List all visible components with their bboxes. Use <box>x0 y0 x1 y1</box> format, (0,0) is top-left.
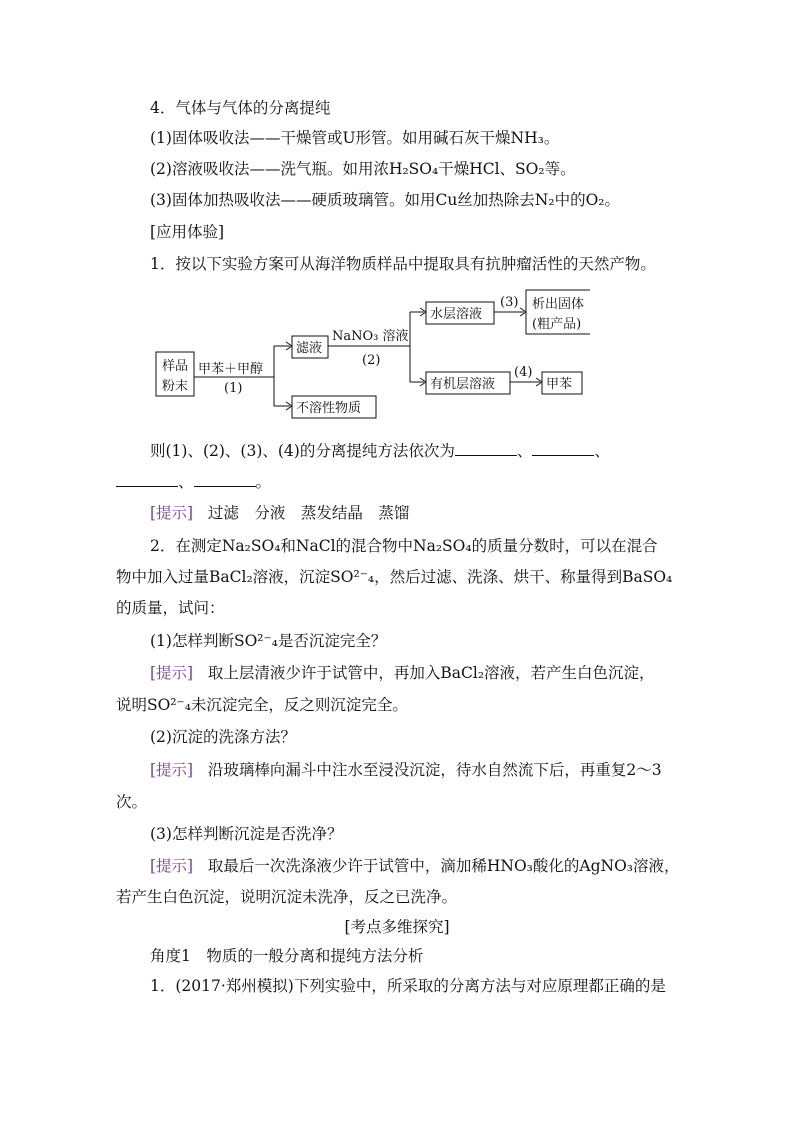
hint-2b <box>150 760 662 780</box>
hint-text: 沿玻璃棒向漏斗中注水至浸没沉淀，待水自然流下后，再重复2～3 <box>207 761 662 779</box>
hint-text: 取上层清液少许于试管中，再加入BaCl₂溶液，若产生白色沉淀， <box>207 664 655 682</box>
filtrate-label: 滤液 <box>296 341 323 356</box>
hint-label: [提示] <box>150 857 194 875</box>
answer-blank-2[interactable] <box>532 441 594 456</box>
question-1-stem: 1．按以下实验方案可从海洋物质样品中提取具有抗肿瘤活性的天然产物。 <box>150 255 656 273</box>
product-label-1: 析出固体 <box>532 297 585 312</box>
step3-num: (3) <box>500 295 519 310</box>
question-1-ask-2 <box>116 472 271 492</box>
hint-label: [提示] <box>150 504 194 522</box>
hint-2a <box>150 663 655 683</box>
aqueous-label: 水层溶液 <box>430 307 483 322</box>
method-item-1: (1)固体吸收法——干燥管或U形管。如用碱石灰干燥NH₃。 <box>150 129 560 147</box>
answer-blank-4[interactable] <box>194 472 256 487</box>
sub-question-2: (2)沉淀的洗涤方法？ <box>150 728 296 746</box>
step2-label: NaNO₃ 溶液 <box>332 329 409 344</box>
product-label-2: (粗产品) <box>532 317 582 332</box>
step4-num: (4) <box>514 365 533 380</box>
step2-num: (2) <box>362 353 381 368</box>
answer-blank-1[interactable] <box>455 441 517 456</box>
hint-2c <box>150 856 680 876</box>
sep-2: 、 <box>594 442 610 460</box>
apply-heading: [应用体验] <box>150 223 225 241</box>
end-mark: 。 <box>255 473 272 491</box>
hint-label: [提示] <box>150 664 194 682</box>
ask-text: 则(1)、(2)、(3)、(4)的分离提纯方法依次为 <box>150 442 455 460</box>
sub-question-1: (1)怎样判断SO²⁻₄是否沉淀完全？ <box>150 632 387 650</box>
hint-text: 过滤 分液 蒸发结晶 蒸馏 <box>207 504 410 522</box>
question-1-ask <box>150 441 610 461</box>
organic-label: 有机层溶液 <box>430 377 496 392</box>
step1-num: (1) <box>224 381 243 396</box>
question-2-stem-1: 2．在测定Na₂SO₄和NaCl的混合物中Na₂SO₄的质量分数时，可以在混合 <box>150 537 658 555</box>
angle-heading: 角度1 物质的一般分离和提纯方法分析 <box>150 947 424 965</box>
section-title: 4．气体与气体的分离提纯 <box>150 99 331 117</box>
question-2-stem-2: 物中加入过量BaCl₂溶液，沉淀SO²⁻₄，然后过滤、洗涤、烘干、称量得到BaSO₄ <box>116 568 673 586</box>
hint-2c-cont: 若产生白色沉淀，说明沉淀未洗净，反之已洗净。 <box>116 888 458 906</box>
sample-label-2: 粉末 <box>162 379 189 394</box>
sep-1: 、 <box>516 442 533 460</box>
last-question: 1．(2017·郑州模拟)下列实验中，所采取的分离方法与对应原理都正确的是 <box>150 977 666 995</box>
method-item-2: (2)溶液吸收法——洗气瓶。如用浓H₂SO₄干燥HCl、SO₂等。 <box>150 160 576 178</box>
hint-1 <box>150 503 409 523</box>
explore-heading: [考点多维探究] <box>344 918 450 936</box>
sep-3: 、 <box>178 473 194 491</box>
sub-question-3: (3)怎样判断沉淀是否洗净？ <box>150 825 343 843</box>
insoluble-label: 不溶性物质 <box>296 401 362 416</box>
hint-label: [提示] <box>150 761 194 779</box>
separation-flow-diagram <box>150 284 590 424</box>
toluene-label: 甲苯 <box>546 377 573 392</box>
method-item-3: (3)固体加热吸收法——硬质玻璃管。如用Cu丝加热除去N₂中的O₂。 <box>150 191 620 209</box>
question-2-stem-3: 的质量，试问： <box>116 599 225 617</box>
hint-2b-cont: 次。 <box>116 793 148 811</box>
sample-label-1: 样品 <box>162 359 189 374</box>
step1-label: 甲苯＋甲醇 <box>198 362 264 377</box>
hint-text: 取最后一次洗涤液少许于试管中，滴加稀HNO₃酸化的AgNO₃溶液， <box>207 857 680 875</box>
hint-2a-cont: 说明SO²⁻₄未沉淀完全，反之则沉淀完全。 <box>116 696 408 714</box>
answer-blank-3[interactable] <box>116 472 178 487</box>
